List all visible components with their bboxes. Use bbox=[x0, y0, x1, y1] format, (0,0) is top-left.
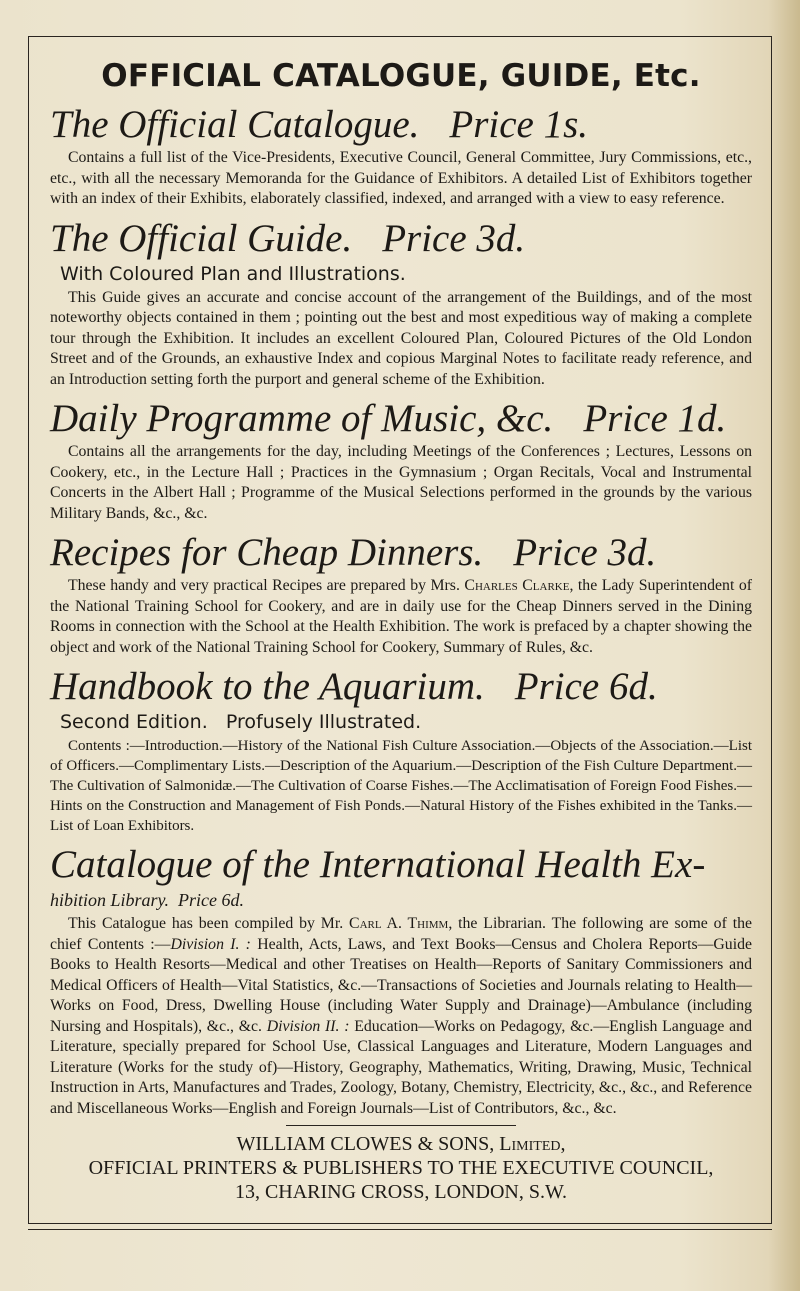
section-body: This Guide gives an accurate and concise account of the arrangement of the Buildings, and of the most noteworthy objects contained in them ; pointing out the best and most expeditious way of making a complete tour through the Exhibition. It includes an excellent Coloured Plan, Coloured Pictures of the Old London Street and of the Grounds, an exhaustive Index and copious Marginal Notes to facilitate ready reference, and an Introduction setting forth the purport and general scheme of the Exhibition. bbox=[50, 288, 752, 388]
body-part: Health, Acts, Laws, and Text Books—Census and Cholera Reports—Guide Books to Health Resorts—Medical and other Treatises on Health—Reports of Sanitary Commissioners and Medical Officers of Health—Vital Statistics, &c.—Transactions of Societies and Journals relating to Health—Works on Food, Dress, Dwelling House (including Water Supply and Drainage)—Ambulance (including Nursing and Hospitals), &c., &c. bbox=[50, 935, 753, 1035]
section-official-catalogue bbox=[50, 102, 752, 210]
bottom-rule bbox=[28, 1229, 772, 1230]
publisher-line-2: OFFICIAL PRINTERS & PUBLISHERS TO THE EXECUTIVE COUNCIL, bbox=[88, 1157, 714, 1179]
section-subtitle: Second Edition. Profusely Illustrated. bbox=[60, 711, 422, 733]
section-daily-programme bbox=[50, 396, 752, 524]
section-body bbox=[50, 576, 752, 658]
title-text: Recipes for Cheap Dinners. bbox=[50, 531, 484, 574]
librarian-name: Carl A. Thimm, bbox=[349, 915, 453, 932]
title-text: The Official Guide. bbox=[50, 216, 353, 260]
title-cont-text: hibition Library. bbox=[50, 890, 170, 910]
section-subtitle: With Coloured Plan and Illustrations. bbox=[60, 262, 406, 285]
price-text: Price 3d. bbox=[513, 531, 657, 574]
title-text: Daily Programme of Music, &c. bbox=[50, 397, 554, 440]
section-title bbox=[50, 842, 752, 888]
section-official-guide bbox=[50, 216, 752, 391]
author-name: Charles Clarke, bbox=[464, 577, 574, 594]
division-label: Division I. : bbox=[170, 935, 251, 953]
body-part: These handy and very practical Recipes are prepared by Mrs. bbox=[68, 577, 465, 594]
title-text: Handbook to the Aquarium. bbox=[50, 665, 485, 708]
section-body: Contains all the arrangements for the day, including Meetings of the Conferences ; Lectures, Lessons on Cookery, etc., in the Lecture Hall ; Practices in the Gymnasium ; Organ Recitals, Vocal and Instrumental Concerts in the Albert Hall ; Programme of the Musical Selections performed in the grounds by the various Military Bands, &c., &c. bbox=[50, 443, 752, 522]
section-title bbox=[50, 664, 752, 710]
publisher-imprint bbox=[50, 1132, 752, 1204]
section-title bbox=[50, 216, 752, 262]
publisher-limited: Limited, bbox=[499, 1133, 566, 1155]
section-title bbox=[50, 396, 752, 442]
publisher-name bbox=[50, 1132, 752, 1156]
price-text: Price 1s. bbox=[449, 103, 589, 146]
section-recipes bbox=[50, 530, 752, 658]
section-body: Contains a full list of the Vice-Presidents, Executive Council, General Committee, Jury Commissions, etc., etc., with all the necessary Memoranda for the Guidance of Exhibitors. A detailed List of Exhibitors together with an index of their Exhibits, elaborately classified, indexed, and arranged with a view to easy reference. bbox=[50, 149, 752, 207]
division-label: Division II. : bbox=[266, 1017, 350, 1035]
body-part: Education—Works on Pedagogy, &c.—English Language and Literature, specially prepared for School Use, Classical Languages and Literature, Modern Languages and Literature (Works for the study of)—History, Geography, Mathematics, Writing, Drawing, Music, Technical Instruction in Arts, Manufactures and Trades, Zoology, Botany, Chemistry, Electricity, &c., &c., and Reference and Miscellaneous Works—English and Foreign Journals—List of Contributors, &c., &c. bbox=[50, 1017, 752, 1117]
section-library-catalogue bbox=[50, 842, 752, 1119]
body-part: the Librarian. The following are some of the chief Contents :— bbox=[50, 915, 752, 953]
price-text: Price 3d. bbox=[382, 216, 526, 260]
content bbox=[50, 44, 752, 1204]
divider bbox=[286, 1125, 516, 1126]
title-text: Catalogue of the International Health Ex- bbox=[50, 843, 706, 886]
section-title bbox=[50, 102, 752, 148]
section-title-continued bbox=[50, 888, 752, 912]
publisher-name-main: WILLIAM CLOWES & SONS, bbox=[236, 1133, 500, 1155]
price-text: Price 6d. bbox=[514, 665, 658, 708]
price-text: Price 6d. bbox=[178, 890, 245, 910]
section-aquarium bbox=[50, 664, 752, 836]
body-part: the Lady Superintendent of the National Training School for Cookery, and are in daily use for the Cheap Dinners served in the Dining Rooms in connection with the School at the Health Exhibition. The work is prefaced by a chapter showing the object and work of the National Training School for Cookery, Summary of Rules, &c. bbox=[50, 577, 752, 656]
section-title bbox=[50, 530, 752, 576]
body-part: This Catalogue has been compiled by Mr. bbox=[68, 915, 350, 932]
title-text: The Official Catalogue. bbox=[50, 103, 420, 146]
section-body bbox=[50, 914, 752, 1119]
price-text: Price 1d. bbox=[583, 397, 727, 440]
section-body: Contents :—Introduction.—History of the National Fish Culture Association.—Objects of the Association.—List of Officers.—Complimentary Lists.—Description of the Aquarium.—Description of the Fish Culture Department.—The Cultivation of Salmonidæ.—The Cultivation of Coarse Fishes.—The Acclimatisation of Foreign Food Fishes.—Hints on the Construction and Management of Fish Ponds.—Natural History of the Fishes exhibited in the Tanks.—List of Loan Exhibitors. bbox=[50, 738, 752, 834]
page-header: OFFICIAL CATALOGUE, GUIDE, Etc. bbox=[101, 58, 701, 94]
publisher-address: 13, CHARING CROSS, LONDON, S.W. bbox=[234, 1181, 568, 1203]
